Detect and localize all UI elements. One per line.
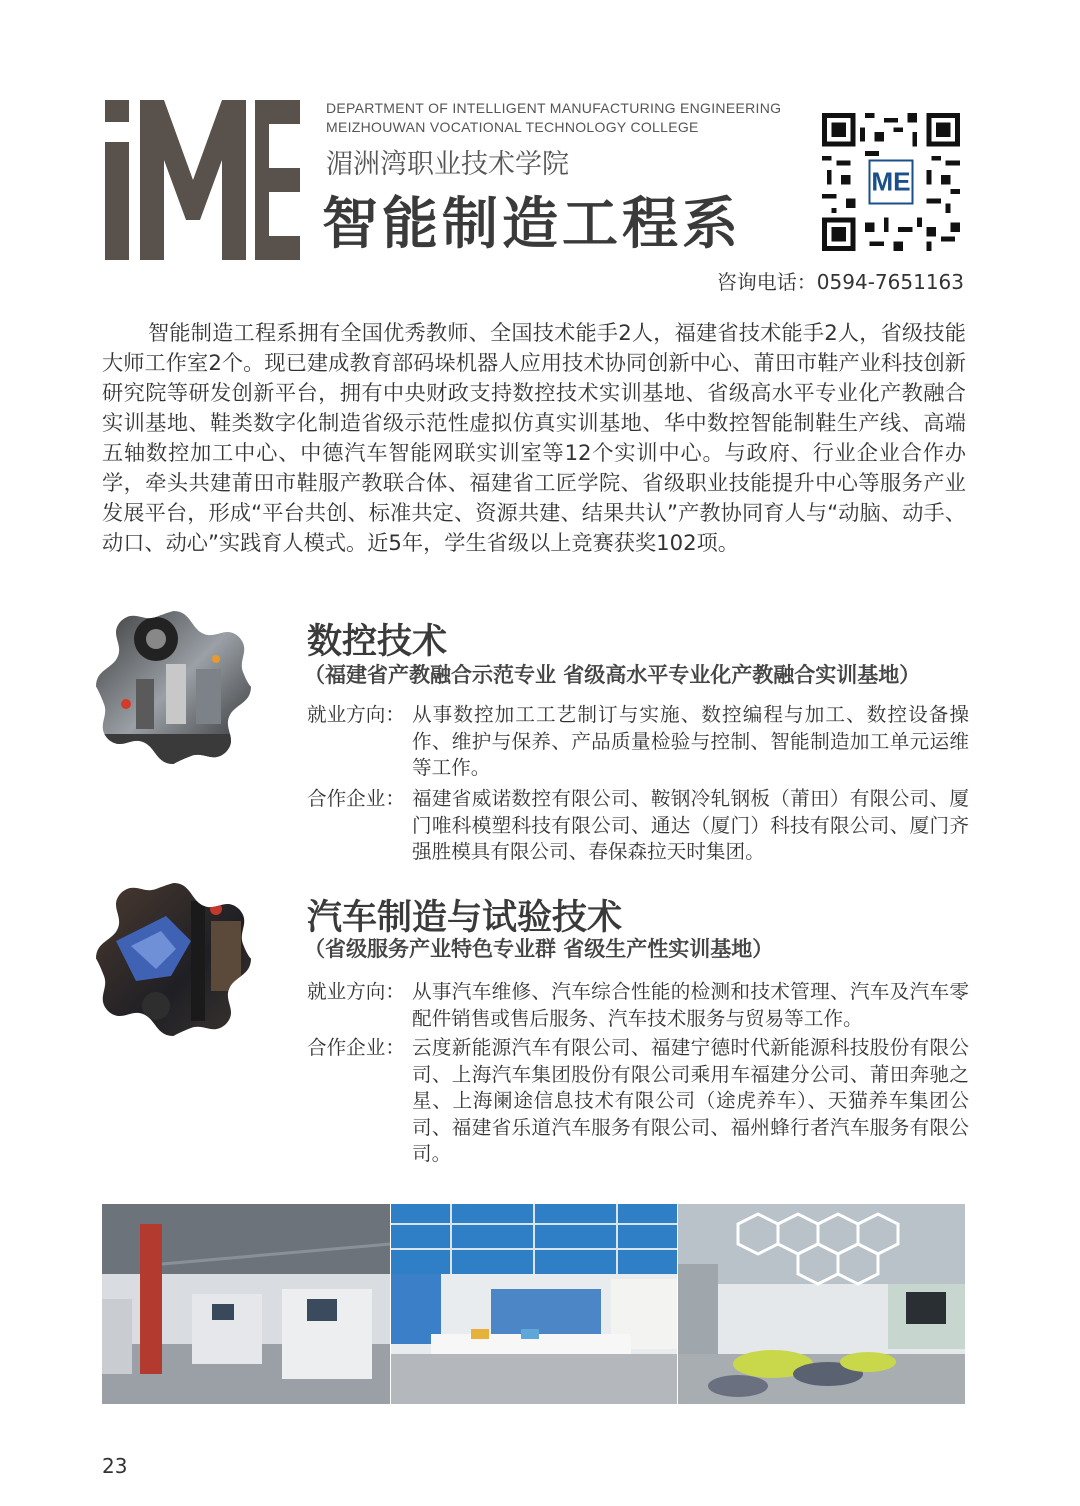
partner-text: 云度新能源汽车有限公司、福建宁德时代新能源科技股份有限公司、上海汽车集团股份有限公司乘用车福建分公司、莆田奔驰之星、上海阑途信息技术有限公司（途虎养车）、天猫养车集团公司、福建省乐道汽车服务有限公司、福州蜂行者汽车服务有限公司。 (412, 1036, 969, 1165)
partner-label: 合作企业： (307, 787, 405, 810)
career-text: 从事汽车维修、汽车综合性能的检测和技术管理、汽车及汽车零配件销售或售后服务、汽车技术服务与贸易等工作。 (412, 980, 969, 1030)
program-subtitle: （福建省产教融合示范专业 省级高水平专业化产教融合实训基地） (304, 663, 921, 687)
ime-logo (102, 100, 302, 260)
career-label: 就业方向： (307, 980, 405, 1003)
partner-text: 福建省威诺数控有限公司、鞍钢冷轧钢板（莆田）有限公司、厦门唯科模塑科技有限公司、通达（厦门）科技有限公司、厦门齐强胜模具有限公司、春保森拉天时集团。 (412, 787, 969, 863)
dept-name: 智能制造工程系 (322, 192, 742, 257)
career-text: 从事数控加工工艺制订与实施、数控编程与加工、数控设备操作、维护与保养、产品质量检验与控制、智能制造加工单元运维等工作。 (412, 703, 969, 779)
career-row (307, 979, 969, 1032)
photo-lab (678, 1204, 965, 1404)
contact-phone: 咨询电话：0594-7651163 (716, 270, 964, 294)
partner-row (307, 786, 969, 866)
program-subtitle: （省级服务产业特色专业群 省级生产性实训基地） (304, 937, 774, 961)
svg-text:ME: ME (871, 166, 911, 197)
career-row (307, 702, 969, 782)
career-label: 就业方向： (307, 703, 405, 726)
partner-row (307, 1035, 969, 1168)
gear-photo-auto (96, 881, 251, 1036)
dept-en-line1: DEPARTMENT OF INTELLIGENT MANUFACTURING ENGINEERING (326, 100, 782, 116)
partner-label: 合作企业： (307, 1036, 405, 1059)
college-name: 湄洲湾职业技术学院 (326, 149, 569, 180)
qr-code-icon[interactable] (822, 113, 960, 251)
intro-paragraph: 智能制造工程系拥有全国优秀教师、全国技术能手2人，福建省技术能手2人，省级技能大师工作室2个。现已建成教育部码垛机器人应用技术协同创新中心、莆田市鞋产业科技创新研究院等研发创新平台，拥有中央财政支持数控技术实训基地、省级高水平专业化产教融合实训基地、鞋类数字化制造省级示范性虚拟仿真实训基地、华中数控智能制鞋生产线、高端五轴数控加工中心、中德汽车智能网联实训室等12个实训中心。与政府、行业企业合作办学，牵头共建莆田市鞋服产教联合体、福建省工匠学院、省级职业技能提升中心等服务产业发展平台，形成“平台共创、标准共定、资源共建、结果共认”产教协同育人与“动脑、动手、动口、动心”实践育人模式。近5年，学生省级以上竞赛获奖102项。 (102, 320, 966, 555)
page-number: 23 (102, 1454, 128, 1478)
program-title: 汽车制造与试验技术 (307, 898, 623, 938)
photo-factory-floor (102, 1204, 390, 1404)
gear-photo-cnc (96, 609, 251, 764)
photo-classroom (391, 1204, 677, 1404)
program-title: 数控技术 (307, 622, 448, 662)
dept-en-line2: MEIZHOUWAN VOCATIONAL TECHNOLOGY COLLEGE (326, 119, 699, 135)
